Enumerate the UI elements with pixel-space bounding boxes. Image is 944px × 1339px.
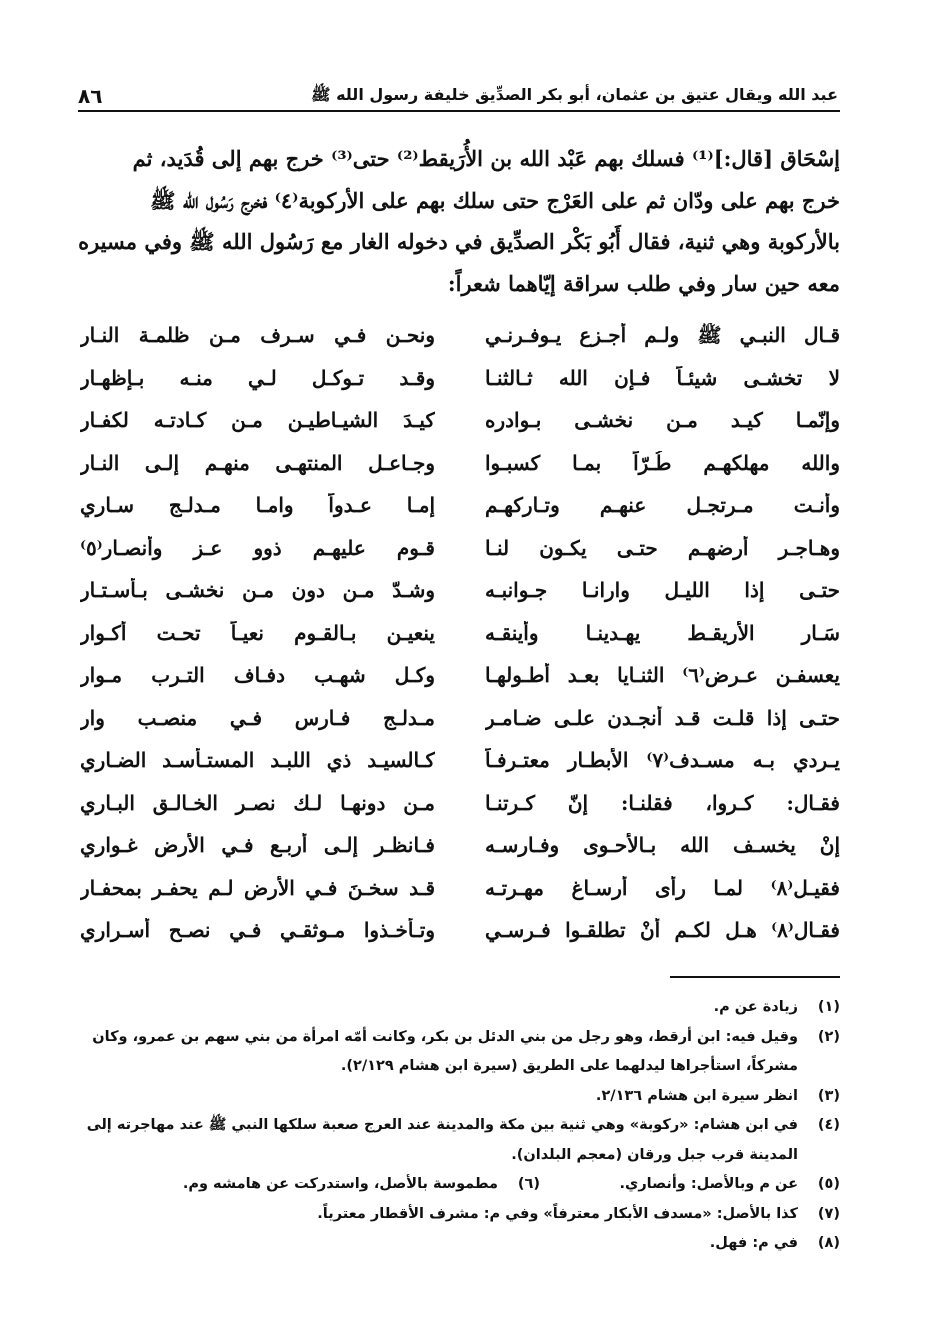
verse-second-hemistich: كـالسيـد ذي اللبـد المستـأسـد الضـاري: [80, 748, 435, 772]
verse-line: [78, 621, 840, 662]
footnote-number: (٢): [817, 1028, 840, 1045]
footnote-number: (١): [817, 999, 840, 1015]
verse-second-hemistich: ونحـن فـي سـرف مـن ظلمـة النـار: [80, 323, 435, 347]
verse-second-hemistich: إمـا عـدواً وامـا مـدلـج سـاري: [80, 493, 435, 517]
verse-first-hemistich: وإنّمـا كيـد مـن نخشـى بـوادره: [485, 408, 840, 432]
verse-second-hemistich: مـدلـج فـارس فـي منصـب وار: [80, 705, 435, 730]
footnote-text: عن م وبالأصل: وأنصاري.: [619, 1176, 798, 1192]
running-title: عبد الله ويقال عتيق بن عثمان، أبو بكر الصدِّيق خليفة رسول الله ﷺ: [311, 85, 838, 104]
footnote: [78, 1170, 540, 1200]
verse-first-hemistich: فقـال⁽٨⁾ هـل لكـم أنْ تطلقـوا فـرسـي: [485, 918, 840, 942]
footnote-text: في م: فهل.: [709, 1235, 798, 1251]
footnote-text: مطموسة بالأصل، واستدركت عن هامشه وم.: [182, 1176, 498, 1192]
verse-second-hemistich: وكـل شهـب دفـاف التـرب مـوار: [80, 663, 435, 687]
footnote-text: زيادة عن م.: [713, 999, 798, 1015]
page-number: ٨٦: [78, 84, 103, 108]
footnote-text: وقيل فيه: ابن أرقط، وهو رجل من بني الدئل بن بكر، وكانت أمّه امرأة من بني سهم بن عمرو، وكان مشركاً، استأجراها ليدلهما على الطريق (سيرة ابن هشام ٢/١٢٩).: [92, 1028, 798, 1074]
verse-line: [78, 536, 840, 577]
verse-first-hemistich: لا تخشـى شيئـاً فـإن الله ثـالثنـا: [485, 365, 840, 390]
verse-second-hemistich: وتـأخـذوا مـوثقـي فـي نصـح أسـراري: [80, 918, 435, 942]
poem: [78, 323, 840, 963]
verse-line: [78, 706, 840, 747]
intro-paragraph: [78, 138, 840, 304]
footnote-number: (٧): [817, 1205, 840, 1222]
verse-second-hemistich: كيـدَ الشيـاطيـن مـن كـادتـه لكفـار: [80, 408, 435, 432]
verse-line: [78, 748, 840, 789]
verse-first-hemistich: وهـاجـر أرضهـم حتـى يكـون لنـا: [485, 535, 840, 560]
header-rule: [78, 110, 840, 112]
footnote: [78, 1229, 840, 1259]
verse-second-hemistich: قـوم عليهـم ذوو عـز وأنصـار⁽٥⁾: [80, 535, 435, 560]
verse-first-hemistich: سَـار الأريقـط يهـدينـا وأينقـه: [485, 620, 840, 645]
footnote: [78, 1082, 840, 1112]
verse-second-hemistich: مـن دونهـا لـك نصـر الخـالـق البـاري: [80, 790, 435, 815]
verse-first-hemistich: يـردي بـه مسـدف⁽٧⁾ الأبطـار معتـرفـاً: [485, 748, 840, 772]
footnote-number: (٤): [817, 1117, 840, 1133]
footnote-text: انظر سيرة ابن هشام ٢/١٣٦.: [595, 1087, 798, 1104]
footnote-number: (٣): [817, 1087, 840, 1104]
verse-line: [78, 833, 840, 874]
footnote-number: (٨): [817, 1235, 840, 1251]
footnotes: [78, 993, 840, 1259]
verse-line: [78, 323, 840, 364]
verse-first-hemistich: قـال النبـي ﷺ ولـم أجـزع يـوفـرنـي: [485, 323, 840, 347]
verse-line: [78, 408, 840, 449]
footnote-number: (٦): [517, 1176, 540, 1192]
verse-line: [78, 791, 840, 832]
verse-line: [78, 663, 840, 704]
verse-second-hemistich: ينعيـن بـالقـوم نعيـاً تحـت أكـوار: [80, 620, 435, 645]
footnote-rule: [670, 976, 840, 978]
verse-first-hemistich: فقـال: كـروا، فقلنـا: إنّ كـرتنـا: [485, 790, 840, 815]
verse-second-hemistich: وقـد تـوكـل لـي منـه بـإظهـار: [80, 365, 435, 390]
footnote: [78, 1200, 840, 1230]
verse-line: [78, 451, 840, 492]
verse-first-hemistich: والله مهلكهـم طُـرّاً بمـا كسبـوا: [485, 450, 840, 475]
footnote-text: كذا بالأصل: «مسدف الأبكار معترفاً» وفي م: مشرف الأقطار معترياً.: [317, 1205, 798, 1222]
verse-first-hemistich: فقيـل⁽٨⁾ لمـا رأى أرسـاغ مهـرتـه: [485, 875, 840, 900]
intro-line: خرج بهم على ودّان ثم على العَرْج حتى سلك بهم على الأركوبة⁽٤⁾ فخرج رَسُول الله ﷺ: [150, 187, 840, 213]
verse-line: [78, 493, 840, 534]
intro-line: بالأركوبة وهي ثنية، فقال أَبُو بَكْر الصدِّيق في دخوله الغار مع رَسُول الله ﷺ وفي مسيره: [78, 229, 840, 254]
verse-line: [78, 366, 840, 407]
footnote-pair: [78, 1170, 840, 1200]
footnote-text: في ابن هشام: «ركوبة» وهي ثنية بين مكة والمدينة عند العرج صعبة سلكها النبي ﷺ عند مهاجرته إلى المدينة قرب جبل ورقان (معجم البلدان).: [86, 1117, 798, 1163]
footnote: [78, 1023, 840, 1082]
verse-second-hemistich: قـد سخـنَ فـي الأرض لـم يحفـر بمحفـار: [80, 875, 435, 900]
footnote: [78, 1111, 840, 1170]
verse-first-hemistich: حتـى إذا قلـت قـد أنجـدن علـى ضـامـر: [485, 705, 840, 730]
verse-line: [78, 918, 840, 959]
verse-second-hemistich: فـانظـر إلـى أربـع فـي الأرض غـواري: [80, 833, 435, 857]
intro-line: معه حين سار وفي طلب سراقة إيّاهما شعراً:: [447, 270, 840, 296]
verse-line: [78, 876, 840, 917]
footnote-number: (٥): [817, 1176, 840, 1192]
verse-first-hemistich: حتـى إذا الليـل وارانـا جـوانبـه: [485, 578, 840, 602]
verse-first-hemistich: إنْ يخسـف الله بـالأحـوى وفـارسـه: [485, 833, 840, 857]
verse-second-hemistich: وجـاعـل المنتهـى منهـم إلـى النـار: [80, 450, 435, 475]
intro-line: إسْحَاق [قال:]⁽¹⁾ فسلك بهم عَبْد الله بن الأُرَيقط⁽²⁾ حتى⁽³⁾ خرج بهم إلى قُدَيد، ثم: [132, 146, 840, 171]
running-header: [78, 74, 838, 108]
verse-second-hemistich: وشـدّ مـن دون مـن نخشـى بـأسـتـار: [80, 578, 435, 602]
verse-first-hemistich: وأنـت مـرتجـل عنهـم وتـاركهـم: [485, 493, 840, 517]
footnote: [540, 1170, 840, 1200]
verse-line: [78, 578, 840, 619]
verse-first-hemistich: يعسفـن عـرض⁽٦⁾ الثنـايا بعـد أطـولهـا: [485, 663, 840, 687]
footnote: [78, 993, 840, 1023]
